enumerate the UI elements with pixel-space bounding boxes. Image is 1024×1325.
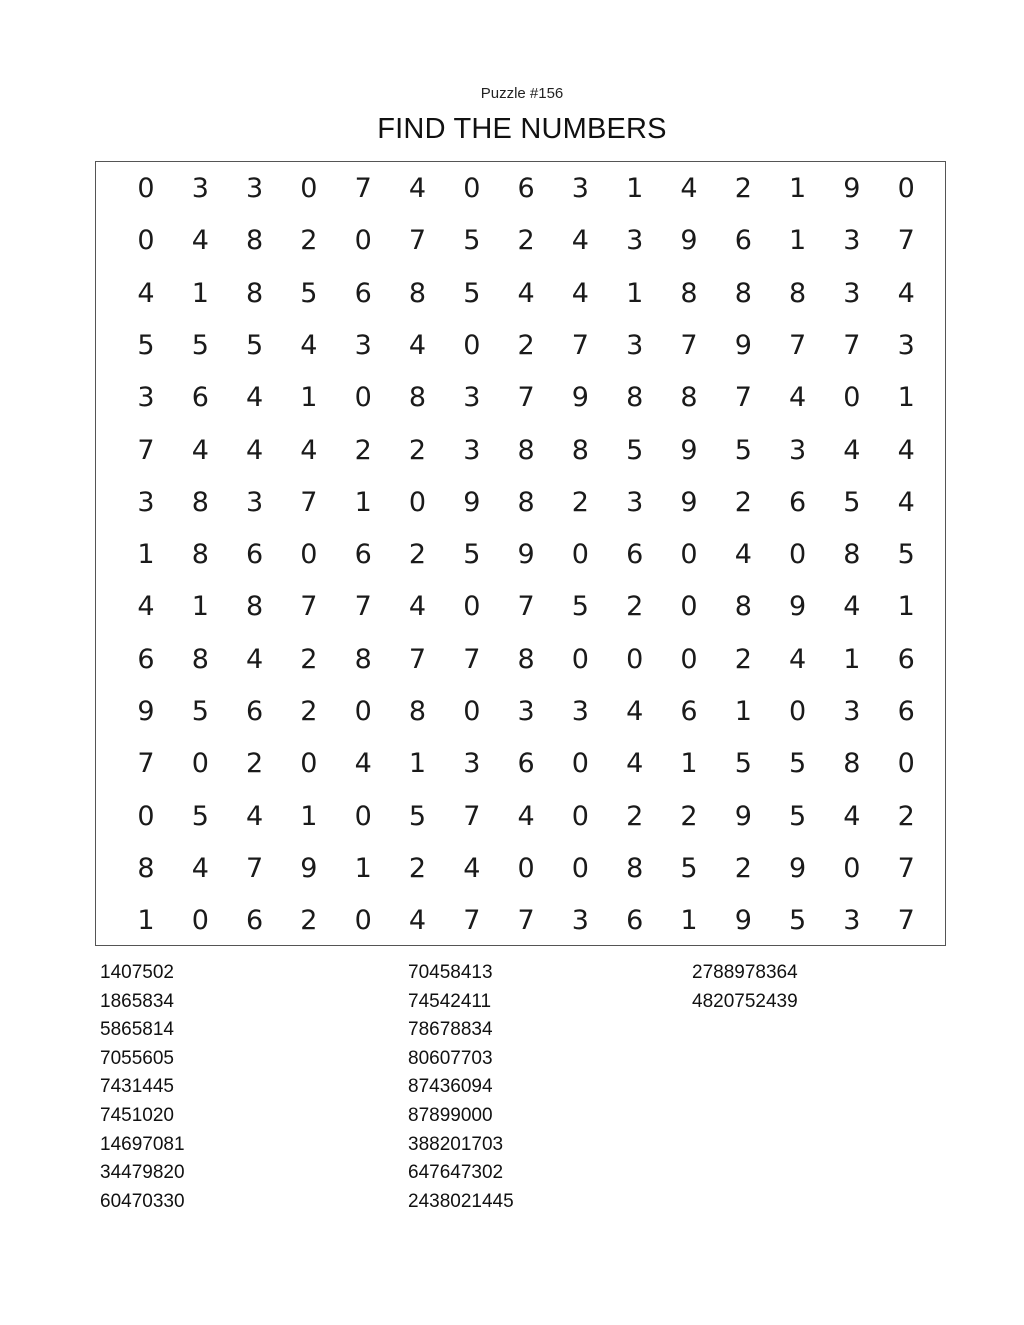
grid-cell[interactable]: 0 [408,486,427,518]
grid-cell[interactable]: 0 [137,173,155,204]
grid-cell[interactable]: 5 [463,225,481,257]
grid-cell[interactable]: 2 [300,643,318,675]
grid-cell[interactable]: 3 [843,225,861,257]
word-list-column [692,959,798,1016]
grid-cell[interactable]: 8 [517,434,535,466]
grid-cell[interactable]: 3 [843,277,861,309]
grid-cell[interactable]: 7 [137,748,155,780]
grid-cell[interactable]: 7 [408,643,427,675]
grid-cell[interactable]: 4 [191,434,209,466]
word-list-item: 87436094 [408,1076,493,1098]
grid-cell[interactable]: 8 [843,748,861,780]
grid-cell[interactable]: 9 [680,434,698,466]
grid-cell[interactable]: 0 [354,905,372,937]
grid-cell[interactable]: 1 [354,486,372,518]
grid-cell[interactable]: 5 [191,329,209,361]
grid-cell[interactable]: 9 [300,852,318,884]
grid-cell[interactable]: 0 [191,748,209,780]
word-list-item: 1407502 [100,962,174,983]
grid-cell[interactable]: 0 [463,591,481,623]
grid-cell[interactable]: 0 [571,800,589,832]
grid-cell[interactable]: 8 [517,643,535,675]
grid-cell[interactable]: 4 [517,277,535,309]
word-list-item: 388201703 [408,1133,504,1155]
grid-cell[interactable]: 9 [571,382,589,414]
grid-cell[interactable]: 5 [137,329,155,361]
grid-cell[interactable]: 2 [897,800,915,832]
grid-cell[interactable]: 4 [191,852,209,884]
grid-cell[interactable]: 6 [517,748,535,780]
grid-cell[interactable]: 0 [354,800,372,832]
number-grid [95,161,946,946]
grid-cell[interactable]: 4 [571,225,589,257]
grid-cell[interactable]: 6 [246,696,264,727]
grid-cell[interactable]: 4 [246,643,264,675]
grid-cell[interactable]: 4 [246,800,264,832]
grid-cell[interactable]: 4 [517,800,535,832]
grid-cell[interactable]: 6 [137,643,155,675]
grid-cell[interactable]: 5 [571,591,589,623]
grid-cell[interactable]: 9 [463,486,481,518]
grid-cell[interactable]: 3 [626,225,644,257]
word-list-item: 60470330 [100,1190,185,1212]
grid-cell[interactable]: 6 [246,905,264,937]
grid-cell[interactable]: 3 [571,696,589,727]
grid-cell[interactable]: 9 [734,905,752,937]
grid-cell[interactable]: 7 [789,329,807,361]
grid-cell[interactable]: 4 [408,905,427,937]
grid-cell[interactable]: 6 [354,277,372,309]
grid-cell[interactable]: 7 [517,382,535,414]
grid-cell[interactable]: 7 [517,591,535,623]
grid-cell[interactable]: 2 [734,643,752,675]
grid-cell[interactable]: 7 [354,591,372,623]
grid-cell[interactable]: 9 [734,329,752,361]
grid-cell[interactable]: 9 [843,173,861,204]
grid-cell[interactable]: 9 [680,225,698,257]
grid-cell[interactable]: 0 [137,800,155,832]
word-list-item: 74542411 [408,990,492,1012]
word-list-item: 80607703 [408,1047,493,1069]
grid-cell[interactable]: 3 [626,486,644,518]
grid-cell[interactable]: 8 [843,539,861,571]
grid-cell[interactable]: 7 [463,905,481,937]
grid-cell[interactable]: 2 [300,905,318,937]
grid-cell[interactable]: 3 [191,173,209,204]
grid-cell[interactable]: 8 [734,591,752,623]
grid-cell[interactable]: 6 [626,539,644,571]
grid-cell[interactable]: 0 [843,382,861,414]
grid-cell[interactable]: 9 [680,486,698,518]
grid-cell[interactable]: 1 [137,905,155,937]
grid-cell[interactable]: 4 [626,696,644,727]
grid-cell[interactable]: 5 [191,696,209,727]
grid-cell[interactable]: 6 [191,382,209,414]
grid-cell[interactable]: 3 [463,748,481,780]
grid-cell[interactable]: 5 [191,800,209,832]
grid-cell[interactable]: 3 [571,905,589,937]
word-list-item: 14697081 [100,1133,185,1155]
grid-cell[interactable]: 7 [300,591,318,623]
grid-cell[interactable]: 4 [897,434,915,466]
grid-cell[interactable]: 4 [408,173,427,204]
grid-cell[interactable]: 5 [246,329,264,361]
grid-cell[interactable]: 2 [571,486,589,518]
grid-cell[interactable]: 0 [626,643,644,675]
page-title: FIND THE NUMBERS [377,113,667,145]
grid-cell[interactable]: 1 [843,643,861,675]
grid-cell[interactable]: 4 [897,277,915,309]
grid-cell[interactable]: 3 [137,382,155,414]
grid-cell[interactable]: 8 [246,277,264,309]
grid-cell[interactable]: 6 [789,486,807,518]
grid-cell[interactable]: 8 [191,643,209,675]
grid-cell[interactable]: 3 [789,434,807,466]
grid-cell[interactable]: 9 [734,800,752,832]
grid-cell[interactable]: 5 [408,800,427,832]
grid-cell[interactable]: 0 [680,643,698,675]
grid-cell[interactable]: 0 [571,852,589,884]
grid-cell[interactable]: 6 [680,696,698,727]
grid-cell[interactable]: 4 [191,225,209,257]
grid-cell[interactable]: 1 [789,225,807,257]
grid-cell[interactable]: 2 [354,434,372,466]
grid-cell[interactable]: 2 [734,852,752,884]
grid-cell[interactable]: 5 [789,905,807,937]
word-list-item: 5865814 [100,1019,174,1041]
grid-cell[interactable]: 2 [680,800,698,832]
grid-cell[interactable]: 8 [246,591,264,623]
grid-cell[interactable]: 2 [626,800,644,832]
grid-cell[interactable]: 7 [137,434,155,466]
grid-cell[interactable]: 8 [191,539,209,571]
grid-cell[interactable]: 3 [137,486,155,518]
grid-cell[interactable]: 3 [517,696,535,727]
grid-cell[interactable]: 4 [300,329,318,361]
grid-cell[interactable]: 4 [137,591,155,623]
grid-cell[interactable]: 7 [680,329,698,361]
grid-cell[interactable]: 1 [897,382,915,414]
grid-cell[interactable]: 0 [300,173,318,204]
grid-cell[interactable]: 2 [734,486,752,518]
grid-cell[interactable]: 1 [300,800,318,832]
grid-cell[interactable]: 0 [571,643,589,675]
grid-cell[interactable]: 7 [571,329,589,361]
grid-cell[interactable]: 6 [246,539,264,571]
grid-cell[interactable]: 5 [626,434,644,466]
grid-cell[interactable]: 4 [843,800,861,832]
grid-cell[interactable]: 4 [246,382,264,414]
grid-cell[interactable]: 4 [626,748,644,780]
grid-cell[interactable]: 5 [680,852,698,884]
grid-cell[interactable]: 4 [354,748,372,780]
grid-cell[interactable]: 0 [897,748,915,780]
grid-cell[interactable]: 6 [897,696,915,727]
grid-cell[interactable]: 2 [408,539,427,571]
grid-cell[interactable]: 8 [571,434,589,466]
grid-cell[interactable]: 0 [463,696,481,727]
grid-cell[interactable]: 3 [246,173,264,204]
grid-cell[interactable]: 3 [463,382,481,414]
grid-cell[interactable]: 7 [463,800,481,832]
word-list-item: 87899000 [408,1104,493,1126]
grid-cell[interactable]: 2 [300,225,318,257]
word-list-item: 7431445 [100,1076,174,1098]
grid-cell[interactable]: 5 [843,486,861,518]
grid-cell[interactable]: 9 [789,591,807,623]
grid-cell[interactable]: 2 [517,225,535,257]
grid-cell[interactable]: 8 [354,643,372,675]
grid-cell[interactable]: 2 [517,329,535,361]
grid-cell[interactable]: 3 [571,173,589,204]
grid-cell[interactable]: 1 [626,277,644,309]
word-list-item: 647647302 [408,1162,504,1184]
grid-cell[interactable]: 1 [789,173,807,204]
grid-cell[interactable]: 6 [734,225,752,257]
word-list-item: 2788978364 [692,962,798,983]
grid-cell[interactable]: 0 [571,748,589,780]
grid-cell[interactable]: 0 [354,696,372,727]
grid-cell[interactable]: 5 [789,800,807,832]
grid-cell[interactable]: 1 [191,277,209,309]
grid-cell[interactable]: 2 [734,173,752,204]
grid-cell[interactable]: 0 [843,852,861,884]
grid-cell[interactable]: 3 [354,329,372,361]
grid-cell[interactable]: 8 [408,696,427,727]
grid-cell[interactable]: 5 [897,539,915,571]
grid-cell[interactable]: 0 [517,852,535,884]
grid-cell[interactable]: 8 [789,277,807,309]
grid-cell[interactable]: 1 [137,539,155,571]
grid-cell[interactable]: 3 [843,905,861,937]
grid-cell[interactable]: 7 [408,225,427,257]
grid-cell[interactable]: 1 [734,696,752,727]
grid-cell[interactable]: 0 [354,382,372,414]
grid-cell[interactable]: 4 [843,591,861,623]
grid-cell[interactable]: 2 [300,696,318,727]
grid-cell[interactable]: 8 [408,382,427,414]
word-list-item: 7055605 [100,1047,174,1069]
grid-cell[interactable]: 1 [300,382,318,414]
grid-cell[interactable]: 4 [463,852,481,884]
grid-cell[interactable]: 0 [191,905,209,937]
grid-cell[interactable]: 1 [408,748,427,780]
grid-cell[interactable]: 4 [789,382,807,414]
grid-cell[interactable]: 8 [246,225,264,257]
grid-cell[interactable]: 4 [897,486,915,518]
grid-cell[interactable]: 4 [843,434,861,466]
grid-cell[interactable]: 8 [626,852,644,884]
grid-cell[interactable]: 0 [680,539,698,571]
grid-cell[interactable]: 0 [680,591,698,623]
word-list-item: 2438021445 [408,1190,514,1212]
grid-cell[interactable]: 1 [897,591,915,623]
grid-cell[interactable]: 1 [680,905,698,937]
grid-cell[interactable]: 6 [354,539,372,571]
word-list-item: 78678834 [408,1019,493,1041]
puzzle-number: Puzzle #156 [480,85,564,102]
grid-cell[interactable]: 0 [463,173,481,204]
grid-cell[interactable]: 1 [680,748,698,780]
grid-cell[interactable]: 4 [408,591,427,623]
grid-cell[interactable]: 7 [463,643,481,675]
grid-cell[interactable]: 5 [463,277,481,309]
grid-cell[interactable]: 5 [463,539,481,571]
word-list-item: 7451020 [100,1104,174,1126]
grid-cell[interactable]: 6 [626,905,644,937]
grid-cell[interactable]: 0 [897,173,915,204]
grid-cell[interactable]: 7 [897,225,915,257]
grid-cell[interactable]: 7 [354,173,372,204]
grid-cell[interactable]: 8 [680,277,698,309]
grid-cell[interactable]: 1 [354,852,372,884]
grid-cell[interactable]: 4 [408,329,427,361]
grid-cell[interactable]: 4 [680,173,698,204]
grid-cell[interactable]: 4 [137,277,155,309]
grid-cell[interactable]: 7 [300,486,318,518]
grid-cell[interactable]: 4 [571,277,589,309]
grid-cell[interactable]: 8 [517,486,535,518]
grid-cell[interactable]: 0 [789,539,807,571]
grid-cell[interactable]: 5 [734,434,752,466]
grid-cell[interactable]: 3 [463,434,481,466]
grid-cell[interactable]: 7 [246,852,264,884]
grid-cell[interactable]: 7 [897,905,915,937]
grid-cell[interactable]: 9 [137,696,155,727]
grid-cell[interactable]: 4 [246,434,264,466]
grid-cell[interactable]: 8 [408,277,427,309]
grid-cell[interactable]: 3 [897,329,915,361]
word-list-item: 1865834 [100,990,174,1012]
grid-cell[interactable]: 1 [626,173,644,204]
grid-cell[interactable]: 9 [789,852,807,884]
grid-cell[interactable]: 0 [300,539,318,571]
word-list-item: 34479820 [100,1162,185,1184]
grid-cell[interactable]: 2 [408,852,427,884]
grid-cell[interactable]: 0 [300,748,318,780]
grid-cell[interactable]: 8 [626,382,644,414]
word-list-item: 70458413 [408,962,493,983]
grid-cell[interactable]: 3 [246,486,264,518]
grid-cell[interactable]: 0 [137,225,155,257]
grid-cell[interactable]: 5 [789,748,807,780]
grid-cell[interactable]: 7 [734,382,752,414]
grid-cell[interactable]: 8 [734,277,752,309]
word-list-item: 4820752439 [692,990,798,1012]
grid-cell[interactable]: 7 [897,852,915,884]
grid-cell[interactable]: 0 [571,539,589,571]
grid-cell[interactable]: 2 [408,434,427,466]
grid-cell[interactable]: 7 [843,329,861,361]
grid-cell[interactable]: 0 [354,225,372,257]
grid-cell[interactable]: 3 [626,329,644,361]
grid-cell[interactable]: 8 [191,486,209,518]
word-list-column [100,959,185,1216]
grid-cell[interactable]: 1 [191,591,209,623]
grid-cell[interactable]: 4 [300,434,318,466]
grid-cell[interactable]: 3 [843,696,861,727]
grid-cell[interactable]: 6 [897,643,915,675]
grid-cell[interactable]: 0 [789,696,807,727]
grid-cell[interactable]: 6 [517,173,535,204]
grid-cell[interactable]: 9 [517,539,535,571]
grid-cell[interactable]: 4 [789,643,807,675]
grid-cell[interactable]: 5 [300,277,318,309]
grid-cell[interactable]: 5 [734,748,752,780]
grid-cell[interactable]: 4 [734,539,752,571]
grid-cell[interactable]: 7 [517,905,535,937]
grid-cell[interactable]: 0 [463,329,481,361]
word-list-column [408,959,514,1216]
grid-cell[interactable]: 2 [626,591,644,623]
grid-cell[interactable]: 2 [246,748,264,780]
grid-cell[interactable]: 8 [137,852,155,884]
grid-cell[interactable]: 8 [680,382,698,414]
